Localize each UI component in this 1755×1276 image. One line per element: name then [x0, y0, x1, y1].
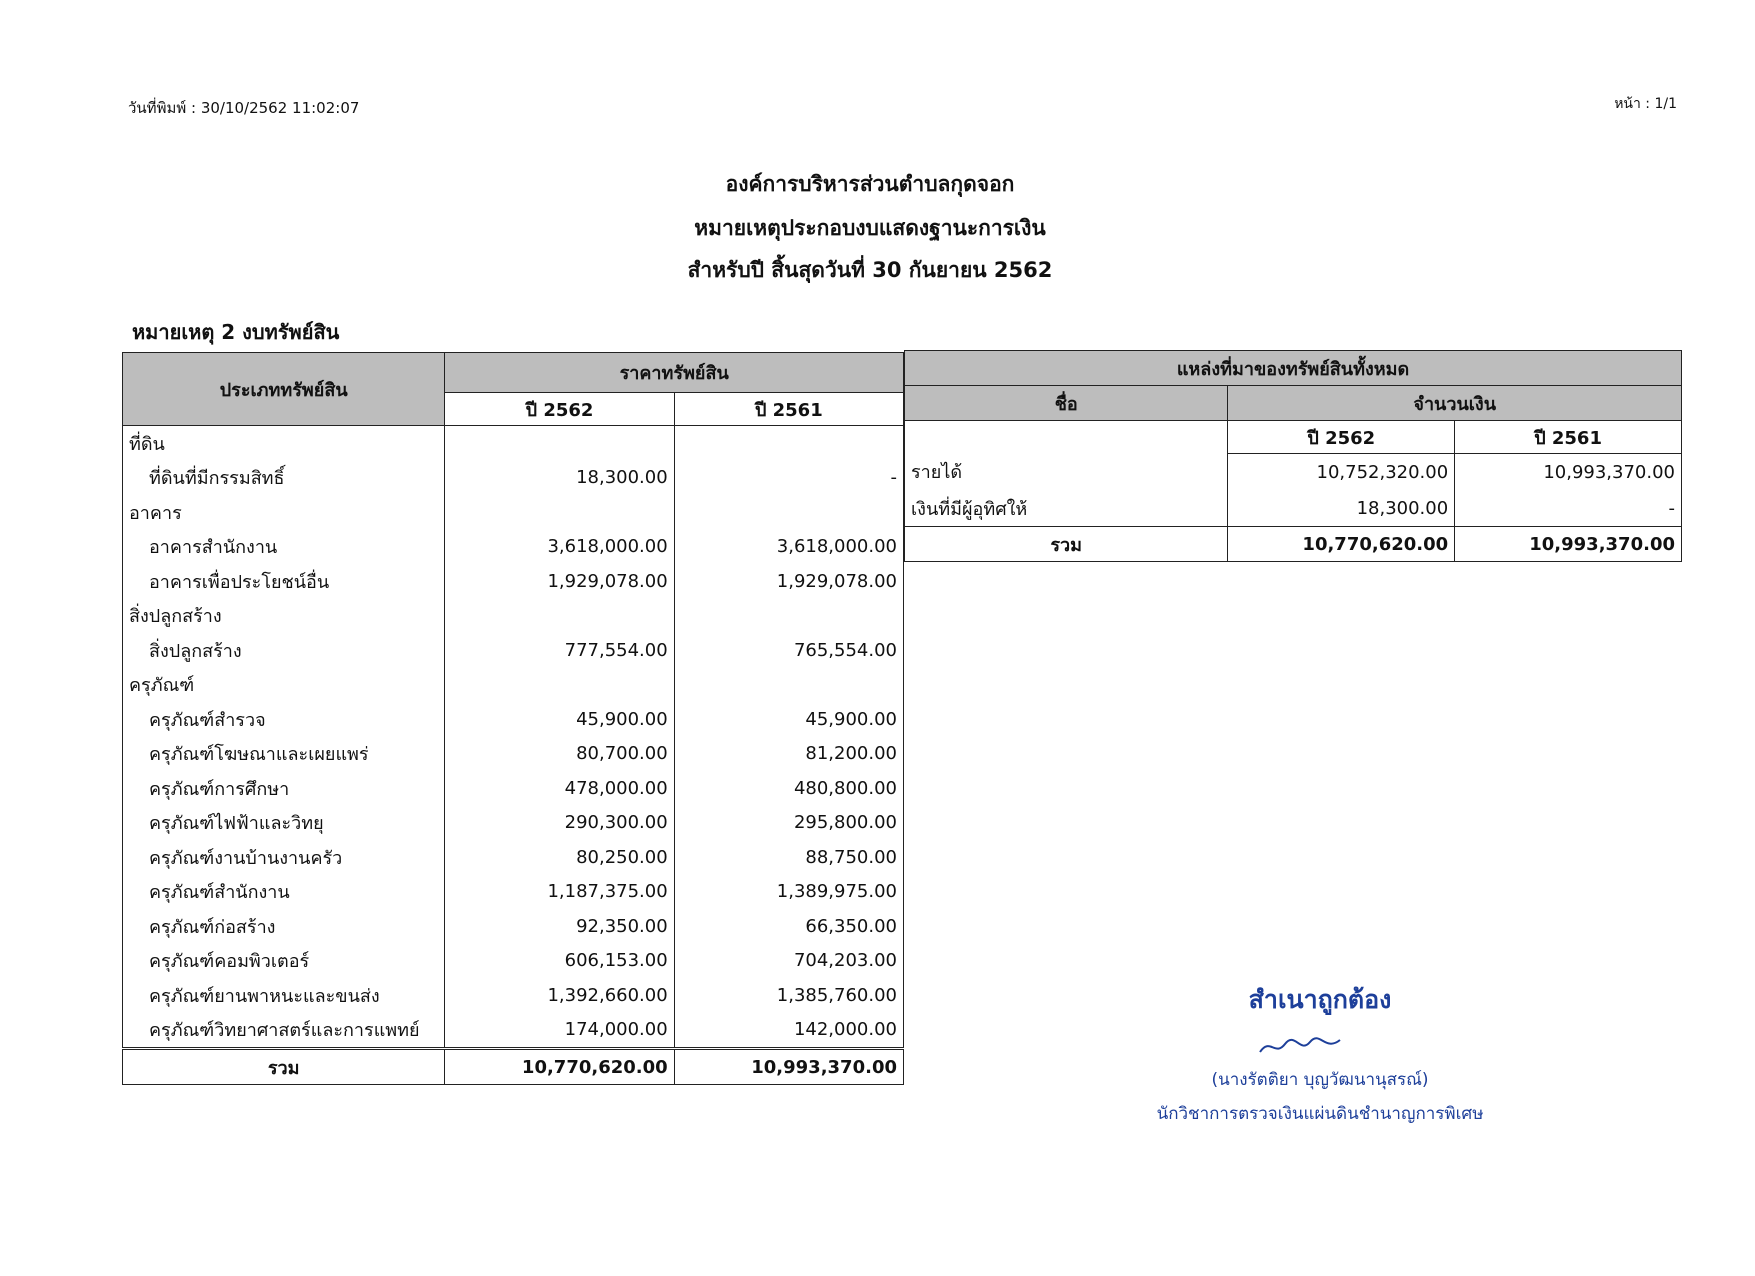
table-row	[123, 633, 904, 668]
table-row	[123, 495, 904, 530]
asset-value-2562: 777,554.00	[445, 633, 674, 668]
asset-value-2561: 45,900.00	[674, 702, 903, 737]
asset-value-2561: 1,385,760.00	[674, 978, 903, 1013]
table-row	[123, 1013, 904, 1049]
asset-value-2561: 66,350.00	[674, 909, 903, 944]
table-row	[123, 840, 904, 875]
asset-label: ครุภัณฑ์	[123, 668, 445, 703]
page-number: หน้า : 1/1	[1614, 96, 1677, 112]
sources-total-label: รวม	[905, 527, 1228, 562]
asset-value-2562: 45,900.00	[445, 702, 674, 737]
asset-value-2561: 480,800.00	[674, 771, 903, 806]
assets-total-label: รวม	[123, 1049, 445, 1085]
asset-label: ครุภัณฑ์วิทยาศาสตร์และการแพทย์	[123, 1013, 445, 1049]
asset-value-2562: 3,618,000.00	[445, 530, 674, 565]
source-label: เงินที่มีผู้อุทิศให้	[905, 490, 1228, 527]
asset-value-2561: -	[674, 461, 903, 496]
asset-label: ครุภัณฑ์การศึกษา	[123, 771, 445, 806]
col-source-year-2561: ปี 2561	[1455, 421, 1682, 454]
table-row	[123, 530, 904, 565]
table-row	[905, 454, 1682, 491]
asset-value-2561	[674, 426, 903, 461]
asset-value-2561: 765,554.00	[674, 633, 903, 668]
asset-label: ครุภัณฑ์สำนักงาน	[123, 875, 445, 910]
table-row	[123, 875, 904, 910]
assets-table	[122, 352, 904, 1085]
asset-label: อาคารสำนักงาน	[123, 530, 445, 565]
asset-value-2561	[674, 599, 903, 634]
asset-value-2562	[445, 426, 674, 461]
col-source-name: ชื่อ	[905, 386, 1228, 421]
col-asset-type: ประเภททรัพย์สิน	[123, 353, 445, 426]
asset-value-2561: 295,800.00	[674, 806, 903, 841]
asset-value-2561: 142,000.00	[674, 1013, 903, 1049]
source-value-2562: 18,300.00	[1228, 490, 1455, 527]
sources-table	[904, 350, 1682, 562]
asset-value-2561	[674, 495, 903, 530]
table-row	[123, 978, 904, 1013]
asset-label: ครุภัณฑ์โฆษณาและเผยแพร่	[123, 737, 445, 772]
asset-value-2562: 1,187,375.00	[445, 875, 674, 910]
org-title: องค์การบริหารส่วนตำบลกุดจอก	[725, 172, 1015, 196]
source-value-2561: 10,993,370.00	[1455, 454, 1682, 491]
signature-icon	[1240, 1032, 1360, 1067]
asset-value-2561: 81,200.00	[674, 737, 903, 772]
table-row	[123, 909, 904, 944]
asset-label: ที่ดินที่มีกรรมสิทธิ์	[123, 461, 445, 496]
certified-copy-stamp: สำเนาถูกต้อง	[1248, 985, 1392, 1014]
asset-label: สิ่งปลูกสร้าง	[123, 599, 445, 634]
table-row	[123, 564, 904, 599]
table-row	[123, 702, 904, 737]
report-period: สำหรับปี สิ้นสุดวันที่ 30 กันยายน 2562	[687, 258, 1053, 282]
assets-total-2561: 10,993,370.00	[674, 1049, 903, 1085]
asset-value-2562: 1,392,660.00	[445, 978, 674, 1013]
asset-label: อาคารเพื่อประโยชน์อื่น	[123, 564, 445, 599]
note-heading: หมายเหตุ 2 งบทรัพย์สิน	[132, 320, 340, 344]
col-source-amount: จำนวนเงิน	[1228, 386, 1682, 421]
print-date: วันที่พิมพ์ : 30/10/2562 11:02:07	[128, 99, 360, 117]
col-source-year-2562: ปี 2562	[1228, 421, 1455, 454]
asset-label: ที่ดิน	[123, 426, 445, 461]
col-year-2561: ปี 2561	[674, 393, 903, 426]
asset-value-2562: 18,300.00	[445, 461, 674, 496]
asset-value-2561: 1,929,078.00	[674, 564, 903, 599]
table-row	[905, 490, 1682, 527]
report-title: หมายเหตุประกอบงบแสดงฐานะการเงิน	[694, 216, 1046, 240]
asset-label: ครุภัณฑ์ยานพาหนะและขนส่ง	[123, 978, 445, 1013]
asset-value-2562: 80,250.00	[445, 840, 674, 875]
sources-total-2562: 10,770,620.00	[1228, 527, 1455, 562]
table-row	[123, 668, 904, 703]
asset-value-2562: 92,350.00	[445, 909, 674, 944]
asset-value-2562: 174,000.00	[445, 1013, 674, 1049]
signer-position: นักวิชาการตรวจเงินแผ่นดินชำนาญการพิเศษ	[1156, 1104, 1484, 1124]
asset-value-2562	[445, 495, 674, 530]
asset-label: ครุภัณฑ์สำรวจ	[123, 702, 445, 737]
asset-label: ครุภัณฑ์ก่อสร้าง	[123, 909, 445, 944]
table-row	[123, 944, 904, 979]
asset-value-2562: 1,929,078.00	[445, 564, 674, 599]
asset-value-2561: 704,203.00	[674, 944, 903, 979]
asset-value-2561: 3,618,000.00	[674, 530, 903, 565]
table-row	[123, 461, 904, 496]
table-row	[123, 806, 904, 841]
table-row	[123, 771, 904, 806]
table-row	[123, 599, 904, 634]
col-sources-group: แหล่งที่มาของทรัพย์สินทั้งหมด	[905, 351, 1682, 386]
asset-label: ครุภัณฑ์คอมพิวเตอร์	[123, 944, 445, 979]
signer-name: (นางรัตติยา บุญวัฒนานุสรณ์)	[1211, 1070, 1429, 1090]
asset-value-2561: 88,750.00	[674, 840, 903, 875]
asset-value-2562	[445, 668, 674, 703]
asset-value-2562: 80,700.00	[445, 737, 674, 772]
asset-label: ครุภัณฑ์ไฟฟ้าและวิทยุ	[123, 806, 445, 841]
source-value-2561: -	[1455, 490, 1682, 527]
asset-value-2562: 606,153.00	[445, 944, 674, 979]
asset-label: ครุภัณฑ์งานบ้านงานครัว	[123, 840, 445, 875]
source-value-2562: 10,752,320.00	[1228, 454, 1455, 491]
source-label: รายได้	[905, 454, 1228, 491]
table-row	[123, 737, 904, 772]
sources-total-2561: 10,993,370.00	[1455, 527, 1682, 562]
assets-total-2562: 10,770,620.00	[445, 1049, 674, 1085]
asset-value-2562: 478,000.00	[445, 771, 674, 806]
asset-label: สิ่งปลูกสร้าง	[123, 633, 445, 668]
table-row	[123, 426, 904, 461]
asset-label: อาคาร	[123, 495, 445, 530]
col-asset-price: ราคาทรัพย์สิน	[445, 353, 904, 393]
asset-value-2561	[674, 668, 903, 703]
asset-value-2562: 290,300.00	[445, 806, 674, 841]
col-year-2562: ปี 2562	[445, 393, 674, 426]
asset-value-2562	[445, 599, 674, 634]
asset-value-2561: 1,389,975.00	[674, 875, 903, 910]
